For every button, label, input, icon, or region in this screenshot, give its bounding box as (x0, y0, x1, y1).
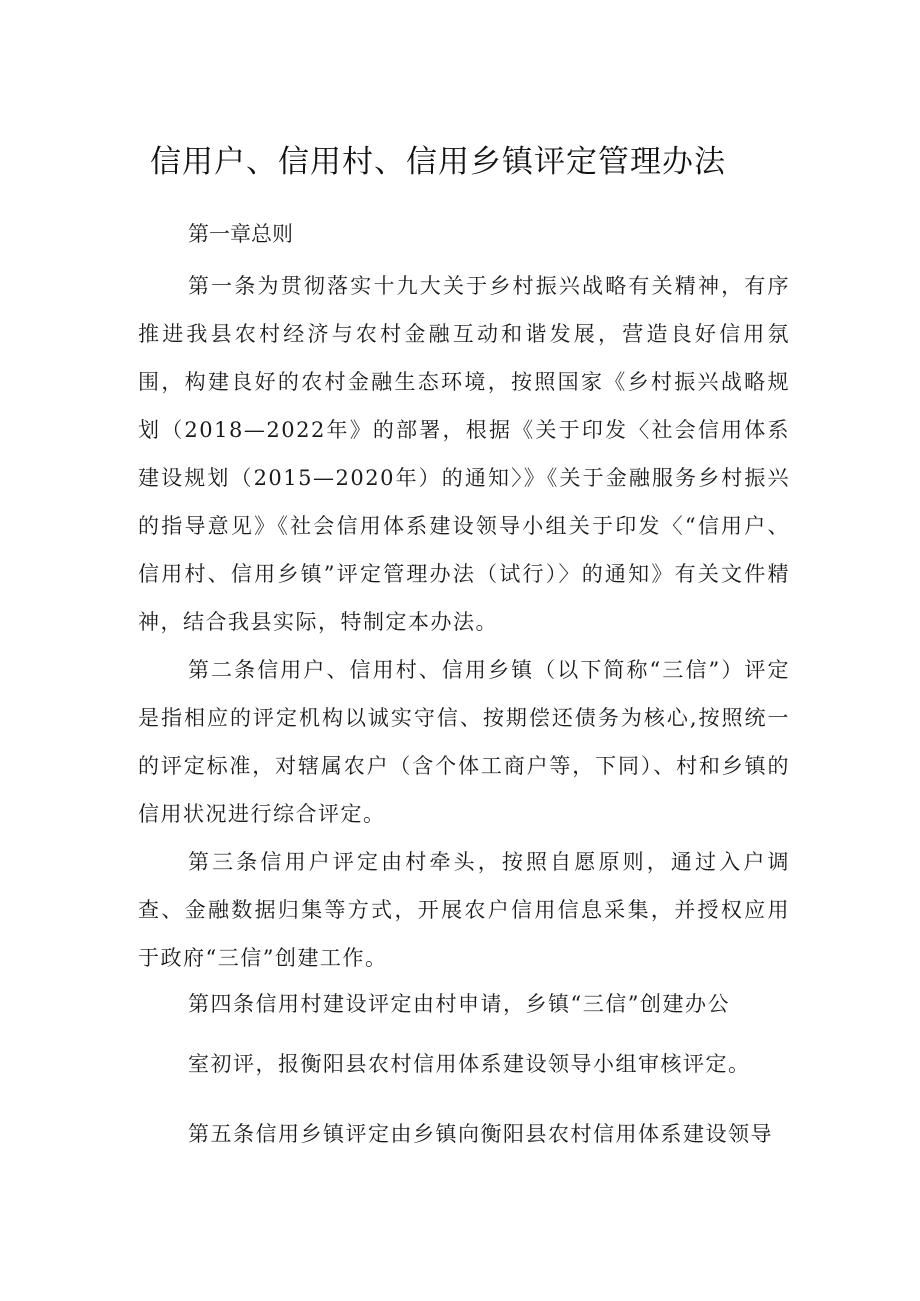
article-5-line-1: 第五条信用乡镇评定由乡镇向衡阳县农村信用体系建设领导 (188, 1122, 773, 1146)
document-title: 信用户、信用村、信用乡镇评定管理办法 (150, 144, 726, 180)
article-2: 第二条信用户、信用村、信用乡镇（以下简称“三信”）评定是指相应的评定机构以诚实守信、按期偿还债务为核心,按照统一的评定标准，对辖属农户（含个体工商户等，下同）、村和乡镇的信用状况进行综合评定。 (138, 658, 790, 826)
article-4-line-2: 室初评，报衡阳县农村信用体系建设领导小组审核评定。 (188, 1052, 751, 1076)
article-1: 第一条为贯彻落实十九大关于乡村振兴战略有关精神，有序推进我县农村经济与农村金融互动和谐发展，营造良好信用氛围，构建良好的农村金融生态环境，按照国家《乡村振兴战略规划（2018—2022年》的部署，根据《关于印发〈社会信用体系建设规划（2015—2020年）的通知〉》《关于金融服务乡村振兴的指导意见》《社会信用体系建设领导小组关于印发〈“信用户、信用村、信用乡镇”评定管理办法（试行）〉的通知》有关文件精神，结合我县实际，特制定本办法。 (138, 274, 790, 634)
article-4-line-1: 第四条信用村建设评定由村申请，乡镇“三信”创建办公 (188, 992, 730, 1016)
chapter-heading: 第一章总则 (188, 222, 293, 246)
article-3: 第三条信用户评定由村牵头，按照自愿原则，通过入户调查、金融数据归集等方式，开展农户信用信息采集，并授权应用于政府“三信”创建工作。 (138, 850, 790, 970)
